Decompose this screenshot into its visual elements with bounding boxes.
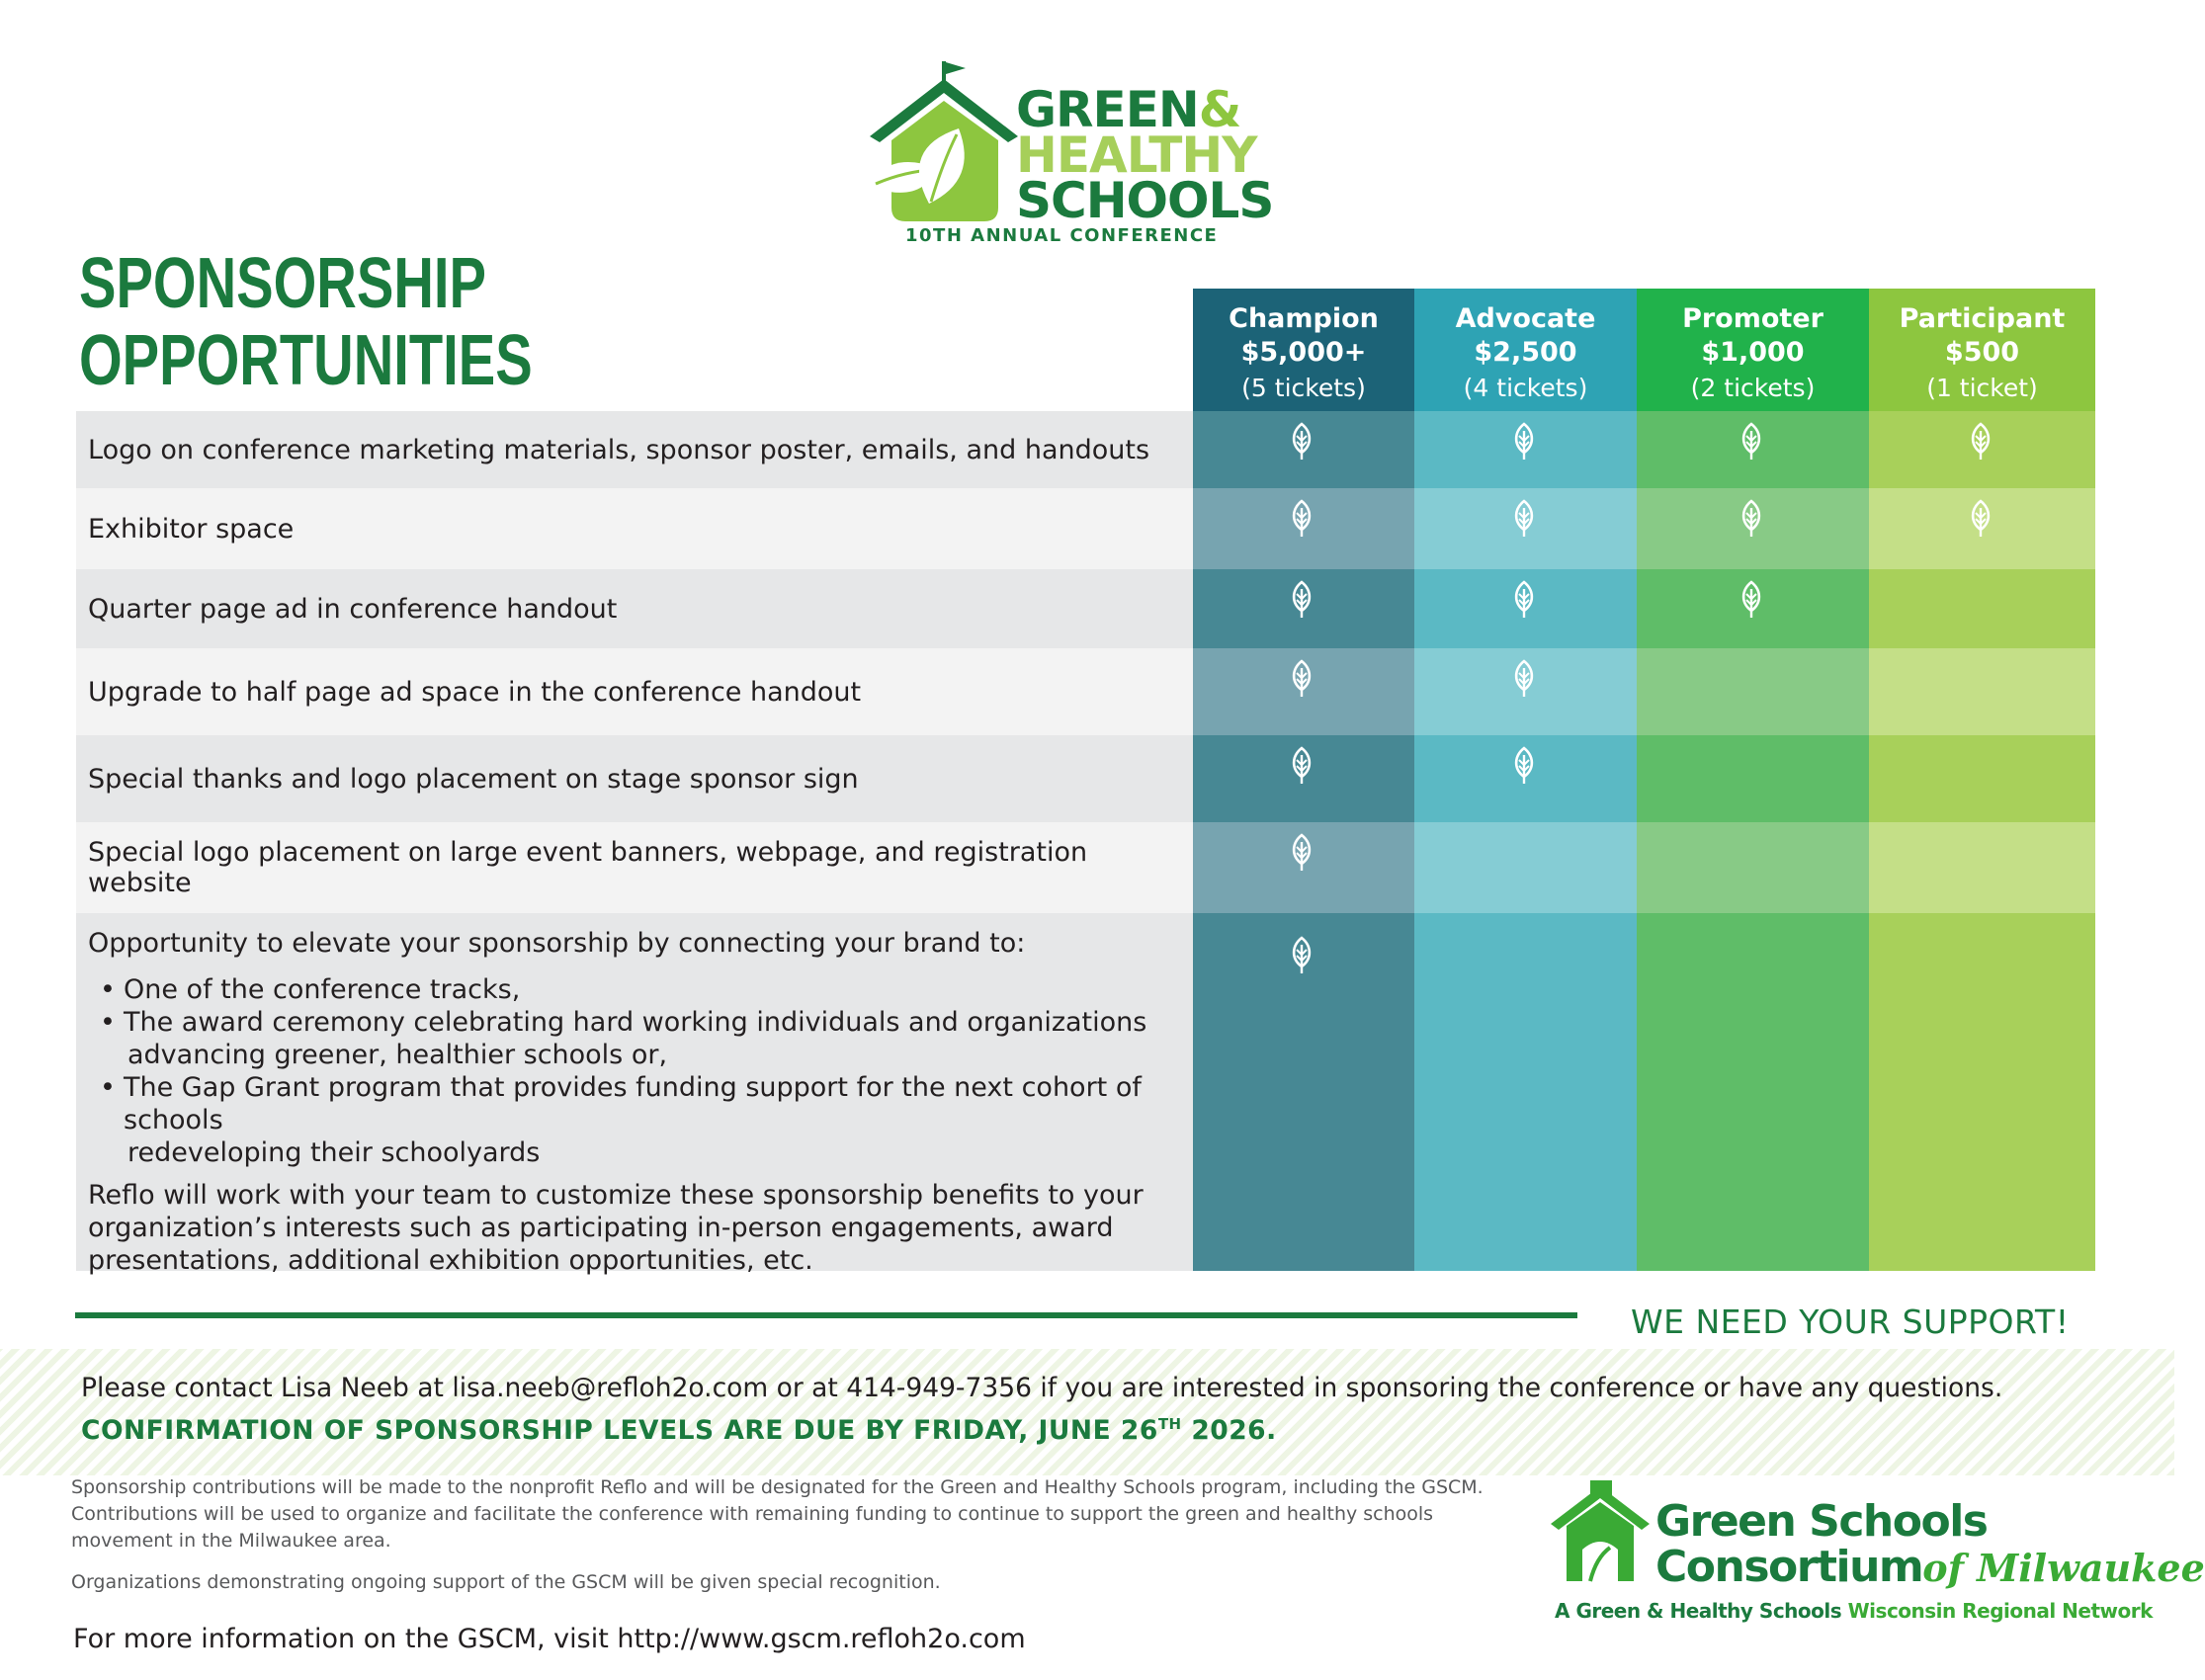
tier-name: Advocate: [1455, 303, 1596, 334]
elevate-bullet-line: redeveloping their schoolyards: [127, 1137, 541, 1168]
deadline-sup: TH: [1157, 1415, 1182, 1434]
benefit-label: Logo on conference marketing materials, sponsor poster, emails, and handouts: [76, 411, 1193, 488]
elevate-closing-line: organization’s interests such as participating in-person engagements, award: [88, 1213, 1114, 1243]
tier-name: Champion: [1229, 303, 1379, 334]
tier-cell-promoter: [1637, 735, 1869, 822]
fineprint-line: Sponsorship contributions will be made to the nonprofit Reflo and will be designated for the Green and Healthy Schools program, including the GSCM.: [71, 1476, 1484, 1498]
tier-price: $1,000: [1701, 337, 1805, 368]
leaf-icon: [1512, 500, 1536, 538]
elevate-closing-line: Reflo will work with your team to customize these sponsorship benefits to your: [88, 1180, 1144, 1211]
tier-name: Participant: [1899, 303, 2066, 334]
elevate-bullet: [88, 973, 1193, 1006]
elevate-intro: Opportunity to elevate your sponsorship by connecting your brand to:: [88, 928, 1026, 959]
tier-cell-participant: [1869, 822, 2095, 913]
tier-header-advocate: [1414, 289, 1637, 411]
leaf-icon: [1512, 747, 1536, 785]
tier-price: $5,000+: [1240, 337, 1367, 368]
benefit-label: Special logo placement on large event banners, webpage, and registration website: [76, 822, 1193, 913]
leaf-icon: [1739, 423, 1763, 461]
leaf-icon: [1290, 660, 1314, 698]
elevate-bullet-line: One of the conference tracks,: [124, 974, 521, 1005]
tier-price: $2,500: [1474, 337, 1577, 368]
fineprint-line: Contributions will be used to organize and facilitate the conference with remaining funding to continue to support the green and healthy schools: [71, 1503, 1434, 1525]
tier-cell-promoter: [1637, 822, 1869, 913]
tier-tickets: (5 tickets): [1241, 374, 1366, 402]
schoolhouse-logo-icon: [1547, 1478, 1655, 1587]
tier-header-promoter: [1637, 289, 1869, 411]
page-title: [79, 244, 533, 400]
elevate-bullet-list: [88, 973, 1193, 1169]
tier-cell-participant: [1869, 569, 2095, 648]
fineprint: [71, 1474, 1484, 1554]
elevate-bullet: [88, 1071, 1193, 1169]
tier-tickets: (4 tickets): [1463, 374, 1588, 402]
more-info-link[interactable]: For more information on the GSCM, visit http://www.gscm.refloh2o.com: [73, 1624, 1026, 1654]
fineprint-line: movement in the Milwaukee area.: [71, 1530, 391, 1552]
bullet-dot: •: [100, 974, 116, 1005]
elevate-closing-line: presentations, additional exhibition opportunities, etc.: [88, 1245, 813, 1276]
deadline-text: CONFIRMATION OF SPONSORSHIP LEVELS ARE DUE BY FRIDAY, JUNE 26: [81, 1415, 1158, 1446]
leaf-icon: [1290, 500, 1314, 538]
deadline-notice: [81, 1415, 1277, 1446]
benefit-label: Upgrade to half page ad space in the conference handout: [76, 648, 1193, 735]
logo-subtitle: 10TH ANNUAL CONFERENCE: [905, 225, 1219, 246]
leaf-icon: [1290, 747, 1314, 785]
elevate-bullet: [88, 1006, 1193, 1071]
gscm-consortium: Consortium: [1655, 1542, 1923, 1592]
conference-logo: [860, 59, 1274, 247]
gscm-line1: Green Schools: [1655, 1496, 1988, 1547]
leaf-icon: [1290, 581, 1314, 619]
gscm-line2: [1655, 1542, 2205, 1592]
gscm-logo: [1547, 1478, 2205, 1627]
logo-word-schools: SCHOOLS: [1016, 172, 1274, 229]
bullet-dot: •: [100, 1072, 116, 1103]
leaf-icon: [1290, 834, 1314, 872]
leaf-icon: [1512, 423, 1536, 461]
recognition-note: Organizations demonstrating ongoing support of the GSCM will be given special recognition.: [71, 1571, 941, 1593]
tier-tickets: (1 ticket): [1926, 374, 2038, 402]
leaf-icon: [1969, 500, 1993, 538]
tier-name: Promoter: [1682, 303, 1823, 334]
contact-text: Please contact Lisa Neeb at lisa.neeb@refloh2o.com or at 414-949-7356 if you are interested in sponsoring the conference or have any questions.: [81, 1373, 2003, 1403]
leaf-icon: [1969, 423, 1993, 461]
leaf-icon: [1512, 581, 1536, 619]
contact-band-background: [0, 1349, 2174, 1475]
bullet-dot: •: [100, 1007, 116, 1038]
elevate-benefit: [76, 913, 1193, 1276]
tier-price: $500: [1944, 337, 2020, 368]
gscm-milwaukee: of Milwaukee: [1922, 1546, 2205, 1590]
support-callout: WE NEED YOUR SUPPORT!: [1631, 1302, 2070, 1341]
tier-cell-promoter: [1637, 648, 1869, 735]
tier-cell-participant: [1869, 913, 2095, 1271]
benefit-label: Exhibitor space: [76, 488, 1193, 569]
logo-word-green: GREEN&: [1016, 81, 1241, 138]
page-title-line1: SPONSORSHIP: [79, 244, 486, 323]
elevate-bullet-line: advancing greener, healthier schools or,: [127, 1040, 668, 1070]
tier-cell-participant: [1869, 735, 2095, 822]
benefit-label: Quarter page ad in conference handout: [76, 569, 1193, 648]
tier-header-champion: [1193, 289, 1414, 411]
tier-cell-advocate: [1414, 913, 1637, 1271]
logo-word-healthy: HEALTHY: [1016, 126, 1257, 184]
elevate-bullet-line: The Gap Grant program that provides funding support for the next cohort of schools: [124, 1072, 1142, 1135]
leaf-icon: [1290, 423, 1314, 461]
tier-header-participant: [1869, 289, 2095, 411]
gscm-tagline: [1555, 1599, 2153, 1623]
deadline-year: 2026.: [1181, 1415, 1277, 1446]
leaf-icon: [1290, 937, 1314, 974]
elevate-bullet-line: The award ceremony celebrating hard working individuals and organizations: [124, 1007, 1147, 1038]
divider: [75, 1312, 1577, 1318]
gscm-tagline-a: A Green & Healthy Schools: [1555, 1599, 1842, 1623]
gscm-tagline-b: Wisconsin Regional Network: [1847, 1599, 2153, 1623]
schoolhouse-icon: [860, 59, 1028, 227]
tier-cell-participant: [1869, 648, 2095, 735]
benefit-label: Special thanks and logo placement on stage sponsor sign: [76, 735, 1193, 822]
tier-cell-promoter: [1637, 913, 1869, 1271]
tier-cell-advocate: [1414, 822, 1637, 913]
leaf-icon: [1739, 500, 1763, 538]
page-title-line2: OPPORTUNITIES: [79, 321, 533, 400]
elevate-closing: [88, 1179, 1193, 1277]
leaf-icon: [1739, 581, 1763, 619]
tier-tickets: (2 tickets): [1690, 374, 1816, 402]
leaf-icon: [1512, 660, 1536, 698]
